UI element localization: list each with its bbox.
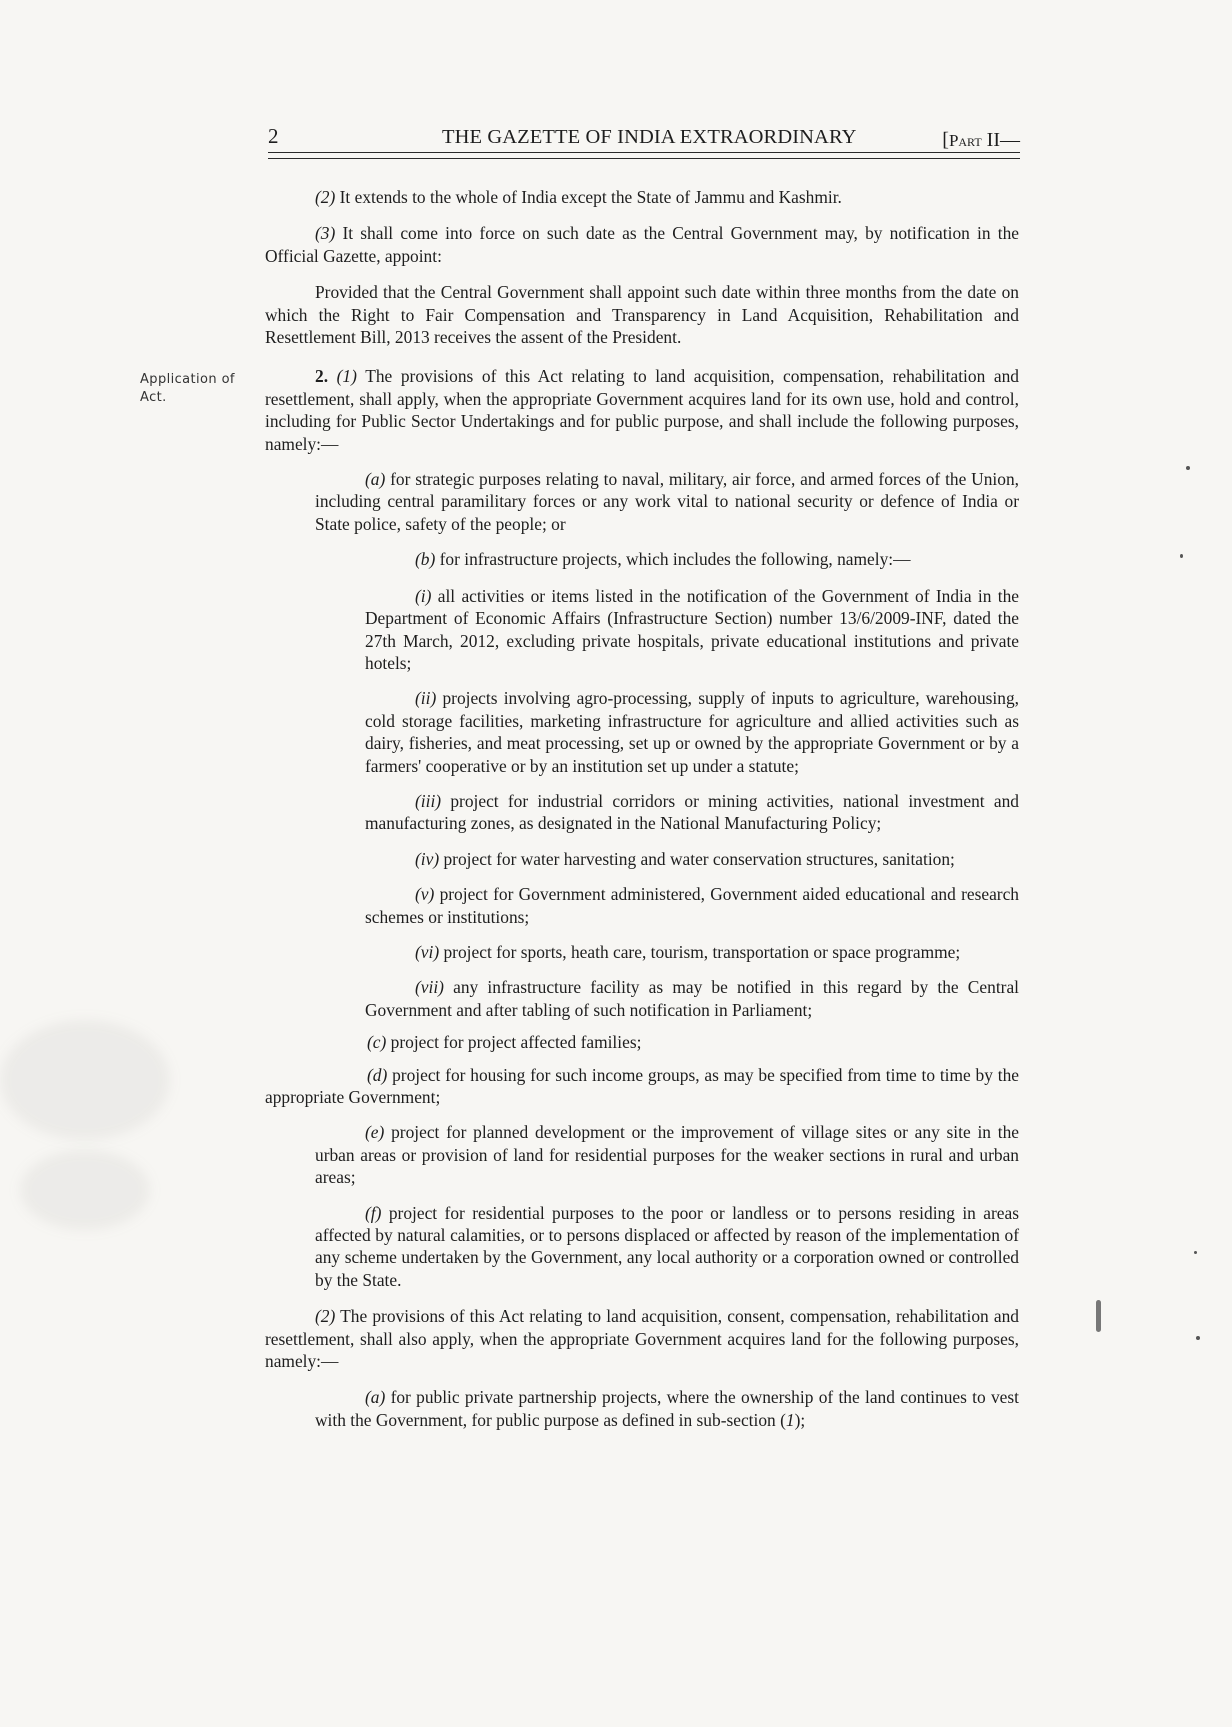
clause-number: (f) [365,1202,382,1223]
paragraph-text: ); [794,1409,806,1430]
clause-number: (c) [367,1032,387,1053]
clause-number: (v) [415,884,435,905]
clause-number: (vi) [415,941,440,962]
clause-number: (a) [365,469,386,490]
header-rule-bottom [268,158,1020,159]
clause-c [315,1031,1019,1053]
clause-number: (a) [365,1387,386,1408]
subsection-ref: 1 [785,1409,795,1430]
paragraph-text: The provisions of this Act relating to land acquisition, compensation, rehabilitation and resettlement, shall apply, when the appropriate Government acquires land for its own use, hold and control, including for Public Sector Undertakings and for public purpose, and shall include the following purposes, namely:— [265,366,1019,454]
paragraph-text: all activities or items listed in the notification of the Government of India in the Department of Economic Affairs (Infrastructure Section) number 13/6/2009-INF, dated the 27th March, 2012, excluding private hospitals, private educational institutions and private hotels; [365,585,1019,673]
subclause-i [365,585,1019,675]
gazette-title: THE GAZETTE OF INDIA EXTRAORDINARY [442,126,857,148]
body-text [265,186,1019,1442]
scan-speck [1180,554,1183,558]
clause-number: (iii) [415,790,442,811]
scan-smudge [0,1020,170,1140]
part-bracket: [ [942,129,949,151]
section-2-1 [265,365,1019,455]
clause-number: (ii) [415,688,437,709]
part-label [942,129,1020,152]
paragraph-text: project for water harvesting and water conservation structures, sanitation; [439,848,955,869]
paragraph-extent [265,186,1019,208]
scan-speck [1096,1300,1101,1332]
margin-note-line: Application of [140,372,235,387]
paragraph-text: projects involving agro-processing, supply of inputs to agriculture, warehousing, cold storage facilities, marketing infrastructure for agriculture and allied activities such as dairy, fisheries, and meat processing, set up or owned by the appropriate Government or by a farmers' cooperative or by an institution set up under a statute; [365,688,1019,776]
scan-smudge [20,1150,150,1230]
margin-note [140,371,258,407]
paragraph-text: for public private partnership projects, where the ownership of the land continues to vest with the Government, for public purpose as defined in sub-section ( [315,1387,1019,1430]
clause-b [365,548,1019,570]
margin-note-line: Act. [140,390,167,405]
part-word: Part [948,131,982,150]
subclause-vi [365,941,1019,963]
part-suffix: II— [981,129,1020,151]
page-header [268,124,1020,154]
section-2-2 [265,1305,1019,1372]
paragraph-proviso [265,281,1019,348]
subclause-vii [365,976,1019,1021]
clause-2-a [315,1386,1019,1431]
paragraph-text: It extends to the whole of India except the State of Jammu and Kashmir. [335,187,842,207]
paragraph-text: any infrastructure facility as may be notified in this regard by the Central Government and after tabling of such notification in Parliament; [365,977,1019,1020]
scan-speck [1186,466,1190,470]
paragraph-text: project for planned development or the improvement of village sites or any site in the urban areas or provision of land for residential purposes for the weaker sections in rural and urban areas; [315,1122,1019,1188]
clause-number: (2) [315,187,336,207]
clause-number: (1) [328,366,357,387]
paragraph-text: The provisions of this Act relating to land acquisition, consent, compensation, rehabilitation and resettlement, shall also apply, when the appropriate Government acquires land for the following purposes, namely:— [265,1306,1019,1372]
paragraph-text: project for Government administered, Government aided educational and research schemes or institutions; [365,884,1019,927]
clause-a [315,468,1019,535]
clause-number: (3) [315,223,336,244]
clause-number: (d) [367,1064,388,1085]
subclause-iii [365,790,1019,835]
subclause-ii [365,687,1019,777]
header-rule-top [268,152,1020,153]
paragraph-commencement [265,222,1019,267]
paragraph-text: project for project affected families; [386,1032,642,1053]
subclause-v [365,883,1019,928]
clause-number: (iv) [415,848,440,869]
scan-speck [1194,1251,1197,1254]
paragraph-text: project for industrial corridors or mining activities, national investment and manufacturing zones, as designated in the National Manufacturing Policy; [365,790,1019,834]
section-number: 2. [315,366,329,387]
paragraph-text: It shall come into force on such date as the Central Government may, by notification in the Official Gazette, appoint: [265,223,1019,266]
paragraph-text: Provided that the Central Government shall appoint such date within three months from the date on which the Right to Fair Compensation and Transparency in Land Acquisition, Rehabilitation and Resettlement Bill, 2013 receives the assent of the President. [265,282,1019,348]
clause-f [315,1202,1019,1292]
clause-number: (vii) [415,977,444,998]
scan-speck [1196,1336,1200,1340]
paragraph-text: project for sports, heath care, tourism, transportation or space programme; [439,941,961,962]
subclause-iv [365,848,1019,870]
clause-number: (i) [415,585,432,606]
page-number: 2 [268,124,279,148]
paragraph-text: project for residential purposes to the poor or landless or to persons residing in areas affected by natural calamities, or to persons displaced or affected by reason of the implementation of any scheme undertaken by the Government, any local authority or a corporation owned or controlled by the State. [315,1202,1019,1290]
paragraph-text: project for housing for such income groups, as may be specified from time to time by the appropriate Government; [265,1064,1019,1107]
paragraph-text: for strategic purposes relating to naval, military, air force, and armed forces of the Union, including central paramilitary forces or any work vital to national security or defence of India or State police, safety of the people; or [315,469,1019,534]
clause-number: (e) [365,1122,385,1143]
clause-e [315,1121,1019,1188]
clause-number: (b) [415,549,436,570]
clause-number: (2) [315,1306,336,1327]
clause-d [265,1064,1019,1109]
paragraph-text: for infrastructure projects, which includes the following, namely:— [435,549,911,570]
